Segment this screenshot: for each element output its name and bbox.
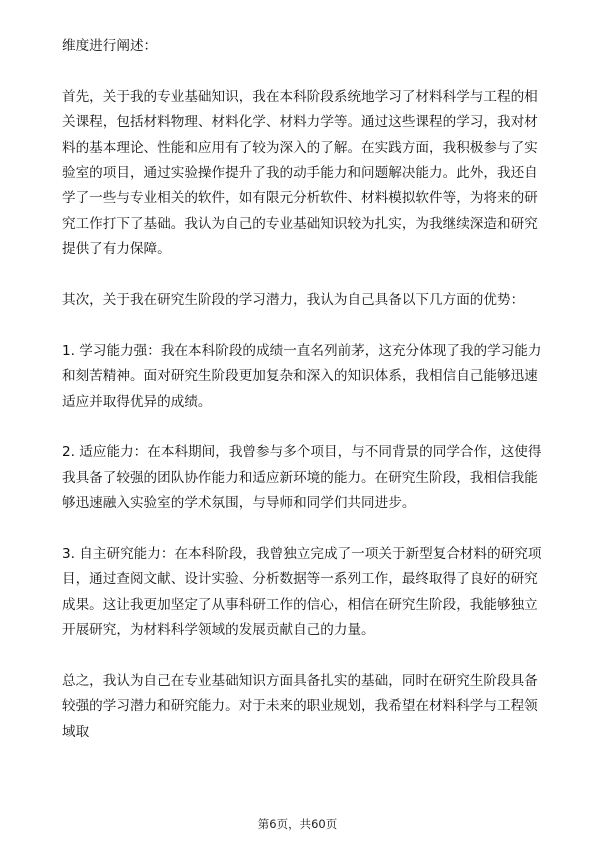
paragraph-intro: 维度进行阐述： bbox=[62, 38, 158, 54]
list-item-independent-research: 3. 自主研究能力：在本科阶段，我曾独立完成了一项关于新型复合材料的研究项目，通过查阅文献、设计实验、分析数据等一系列工作，最终取得了良好的研究成果。这让我更加坚定了从事科研工作的信心，相信在研究生阶段，我能够独立开展研究，为材料科学领域的发展贡献自己的力量。 bbox=[62, 546, 542, 639]
list-item-adaptability: 2. 适应能力：在本科期间，我曾参与多个项目，与不同背景的同学合作，这使得我具备了较强的团队协作能力和适应新环境的能力。在研究生阶段，我相信我能够迅速融入实验室的学术氛围，与导师和同学们共同进步。 bbox=[62, 444, 542, 512]
list-item-learning-ability: 1. 学习能力强：我在本科阶段的成绩一直名列前茅，这充分体现了我的学习能力和刻苦精神。面对研究生阶段更加复杂和深入的知识体系，我相信自己能够迅速适应并取得优异的成绩。 bbox=[62, 342, 542, 410]
paragraph-learning-potential: 其次，关于我在研究生阶段的学习潜力，我认为自己具备以下几方面的优势： bbox=[62, 292, 525, 309]
paragraph-conclusion: 总之，我认为自己在专业基础知识方面具备扎实的基础，同时在研究生阶段具备较强的学习潜力和研究能力。对于未来的职业规划，我希望在材料科学与工程领域取 bbox=[62, 673, 538, 740]
paragraph-professional-foundation: 首先，关于我的专业基础知识，我在本科阶段系统地学习了材料科学与工程的相关课程，包括材料物理、材料化学、材料力学等。通过这些课程的学习，我对材料的基本理论、性能和应用有了较为深入的了解。在实践方面，我积极参与了实验室的项目，通过实验操作提升了我的动手能力和问题解决能力。此外，我还自学了一些与专业相关的软件，如有限元分析软件、材料模拟软件等，为将来的研究工作打下了基础。我认为自己的专业基础知识较为扎实，为我继续深造和研究提供了有力保障。 bbox=[62, 88, 538, 258]
page-number-footer: 第6页，共60页 bbox=[257, 817, 338, 831]
document-body bbox=[62, 34, 542, 771]
